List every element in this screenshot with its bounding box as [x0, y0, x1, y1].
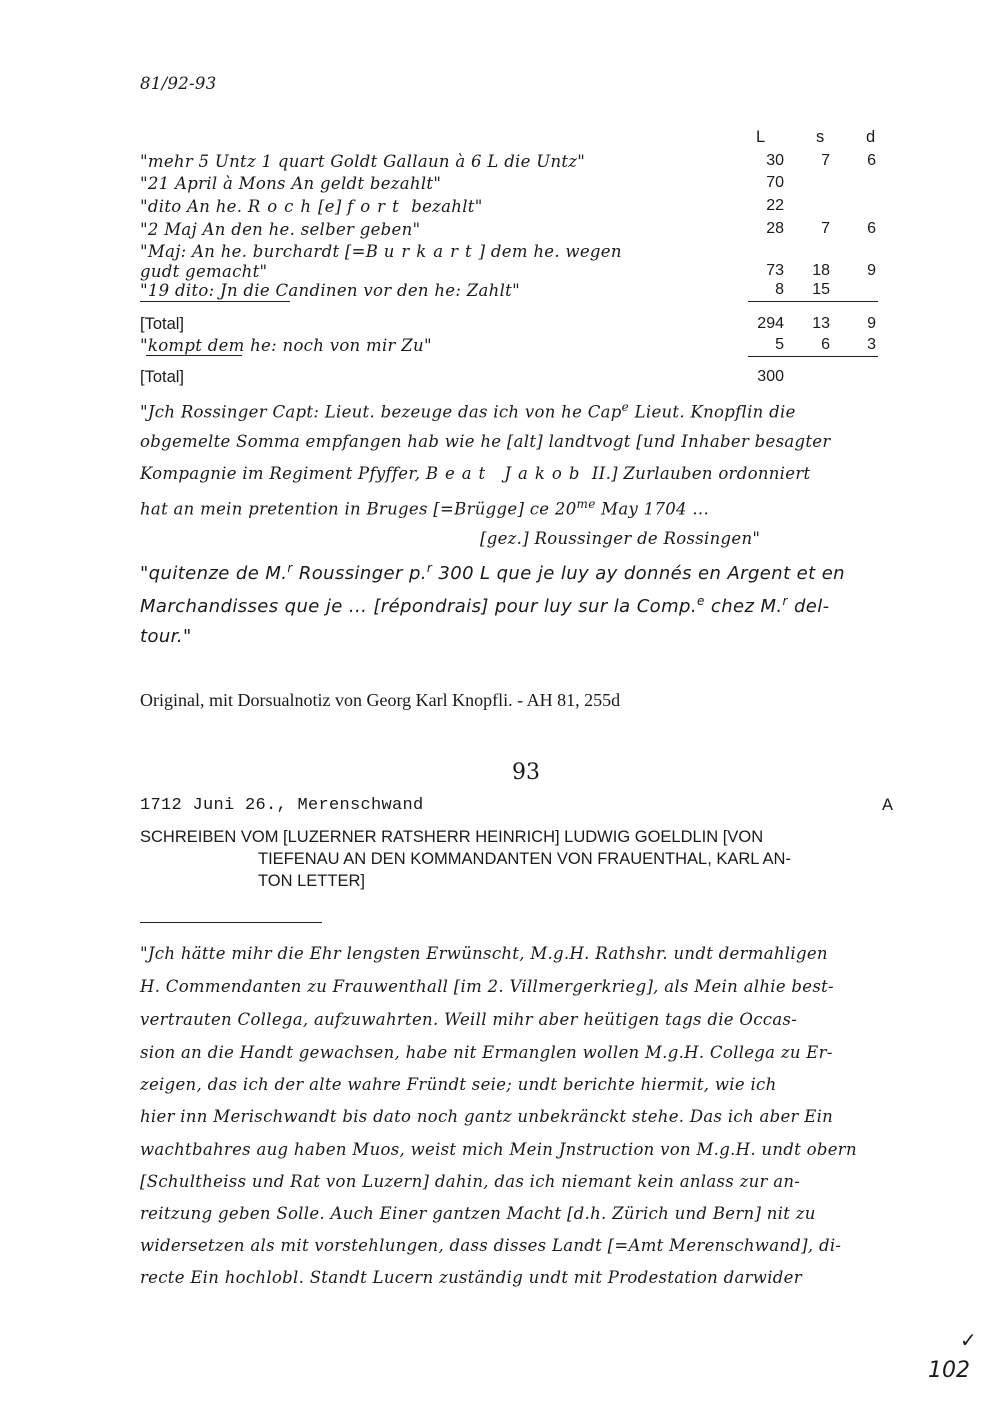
ledger-row-text: "mehr 5 Untz 1 quart Goldt Gallaun à 6 L die Untz": [140, 152, 586, 171]
ledger-text-spaced: urkart: [383, 242, 479, 261]
ledger-row-text: "21 April à Mons An geldt bezahlt": [140, 174, 442, 193]
ledger-header-l: L: [756, 128, 766, 146]
ledger-row-text: "19 dito: Jn die Candinen vor den he: Zahlt": [140, 281, 520, 300]
ledger-cell-d: 9: [867, 262, 876, 279]
total-l: 300: [757, 368, 784, 385]
french-text: chez M.: [704, 596, 783, 617]
document-title: TIEFENAU AN DEN KOMMANDANTEN VON FRAUENTHAL, KARL AN-: [258, 850, 791, 868]
ledger-cell-l: 22: [766, 197, 784, 214]
ledger-cell-d: 6: [867, 152, 876, 169]
check-mark-icon: ✓: [960, 1328, 977, 1352]
letter-line: widersetzen als mit vorstehlungen, dass disses Landt [=Amt Merenschwand], di-: [140, 1236, 842, 1255]
ledger-text-part: ] dem he. wegen: [478, 242, 622, 261]
letter-line: zeigen, das ich der alte wahre Fründt seie; undt berichte hiermit, wie ich: [140, 1075, 777, 1094]
ledger-cell-s: 15: [812, 281, 830, 298]
letter-line: hier inn Merischwandt bis dato noch gantz unbekränckt stehe. Das ich aber Ein: [140, 1107, 834, 1126]
ledger-cell-l: 30: [766, 152, 784, 169]
ledger-text-part: bezahlt": [405, 197, 483, 216]
total-s: 13: [812, 315, 830, 332]
superscript: me: [576, 497, 596, 511]
letter-line: vertrauten Collega, aufzuwahrten. Weill mihr aber heütigen tags die Occas-: [140, 1010, 798, 1029]
receipt-text: May 1704 ...: [595, 499, 710, 519]
ledger-cell-l: 8: [775, 281, 784, 298]
total-l: 294: [757, 315, 784, 332]
receipt-line: [140, 400, 796, 422]
margin-mark: A: [882, 796, 894, 814]
receipt-text: Lieut. Knopflin die: [629, 402, 796, 422]
letter-line: recte Ein hochlobl. Standt Lucern zuständig undt mit Prodestation darwider: [140, 1268, 802, 1287]
ledger-header-s: s: [816, 128, 825, 146]
ledger-cell-s: 7: [821, 152, 830, 169]
superscript: r: [782, 594, 788, 608]
french-line: tour.": [140, 626, 192, 647]
ledger-cell-d: 6: [867, 220, 876, 237]
ledger-text-part: [e]: [318, 197, 348, 216]
letter-line: sion an die Handt gewachsen, habe nit Ermanglen wollen M.g.H. Collega zu Er-: [140, 1043, 833, 1062]
source-note: Original, mit Dorsualnotiz von Georg Karl Knopfli. - AH 81, 255d: [140, 690, 621, 710]
kompt-s: 6: [821, 336, 830, 353]
letter-line: H. Commendanten zu Frauwenthall [im 2. Villmergerkrieg], als Mein alhie best-: [140, 977, 834, 996]
kompt-l: 5: [775, 336, 784, 353]
ledger-row-text: [140, 197, 483, 216]
ledger-cell-l: 70: [766, 174, 784, 191]
receipt-line: [140, 464, 810, 483]
ledger-row-text: [140, 242, 622, 261]
ledger-cell-s: 18: [812, 262, 830, 279]
kompt-d: 3: [867, 336, 876, 353]
total-label: [Total]: [140, 368, 185, 386]
french-line: [140, 561, 845, 584]
document-title: TON LETTER]: [258, 872, 365, 890]
french-text: Roussinger p.: [292, 563, 427, 584]
sum-rule: [748, 356, 878, 357]
receipt-text: II.] Zurlauben ordonniert: [586, 464, 811, 483]
letter-line: reitzung geben Solle. Auch Einer gantzen Macht [d.h. Zürich und Bern] nit zu: [140, 1204, 816, 1223]
superscript: e: [696, 594, 705, 608]
receipt-line: [140, 497, 709, 519]
document-title: SCHREIBEN VOM [LUZERNER RATSHERR HEINRICH] LUDWIG GOELDLIN [VON: [140, 828, 764, 846]
underline: [146, 355, 242, 356]
ledger-row-text: "2 Maj An den he. selber geben": [140, 220, 421, 239]
receipt-line: obgemelte Somma empfangen hab wie he [alt] landtvogt [und Inhaber besagter: [140, 432, 831, 451]
ledger-row-text: gudt gemacht": [140, 262, 268, 281]
ledger-text-spaced: Roch: [247, 197, 319, 216]
date-place: 1712 Juni 26., Merenschwand: [140, 796, 424, 815]
french-text: 300 L que je luy ay donnés en Argent et en: [432, 563, 845, 584]
superscript: r: [426, 561, 433, 575]
total-d: 9: [867, 315, 876, 332]
ledger-header-d: d: [866, 128, 876, 146]
ledger-text-part: "Maj: An he. burchardt [=B: [140, 242, 384, 261]
total-label: [Total]: [140, 315, 185, 333]
letter-line: wachtbahres aug haben Muos, weist mich Mein Jnstruction von M.g.H. undt obern: [140, 1140, 857, 1159]
french-text: Marchandisses que je ... [répondrais] pour luy sur la Comp.: [140, 596, 697, 617]
page-reference: 81/92-93: [140, 74, 217, 93]
ledger-text-spaced: fort: [347, 197, 406, 216]
superscript: r: [287, 561, 293, 575]
ledger-cell-l: 73: [766, 262, 784, 279]
ledger-cell-l: 28: [766, 220, 784, 237]
letter-line: [Schultheiss und Rat von Luzern] dahin, das ich niemant kein anlass zur an-: [140, 1172, 801, 1191]
ledger-text-part: "dito An he.: [140, 197, 248, 216]
receipt-text: Kompagnie im Regiment Pfyffer,: [140, 464, 421, 483]
document-number: 93: [512, 760, 540, 785]
handwritten-page-number: 102: [928, 1358, 970, 1383]
ledger-cell-s: 7: [821, 220, 830, 237]
signature-line: [gez.] Roussinger de Rossingen": [480, 529, 761, 548]
underline: [140, 301, 290, 302]
receipt-text-spaced: Beat Jakob: [425, 464, 587, 483]
receipt-text: "Jch Rossinger Capt: Lieut. bezeuge das ich von he Cap: [140, 402, 622, 422]
separator: [140, 922, 322, 923]
french-line: [140, 594, 830, 617]
french-text: "quitenze de M.: [140, 563, 288, 584]
superscript: e: [621, 400, 630, 414]
sum-rule: [748, 301, 878, 302]
french-text: del-: [787, 596, 830, 617]
kompt-text: "kompt dem he: noch von mir Zu": [140, 336, 432, 355]
letter-line: "Jch hätte mihr die Ehr lengsten Erwünscht, M.g.H. Rathshr. undt dermahligen: [140, 944, 828, 963]
receipt-text: hat an mein pretention in Bruges [=Brügge] ce 20: [140, 499, 577, 519]
